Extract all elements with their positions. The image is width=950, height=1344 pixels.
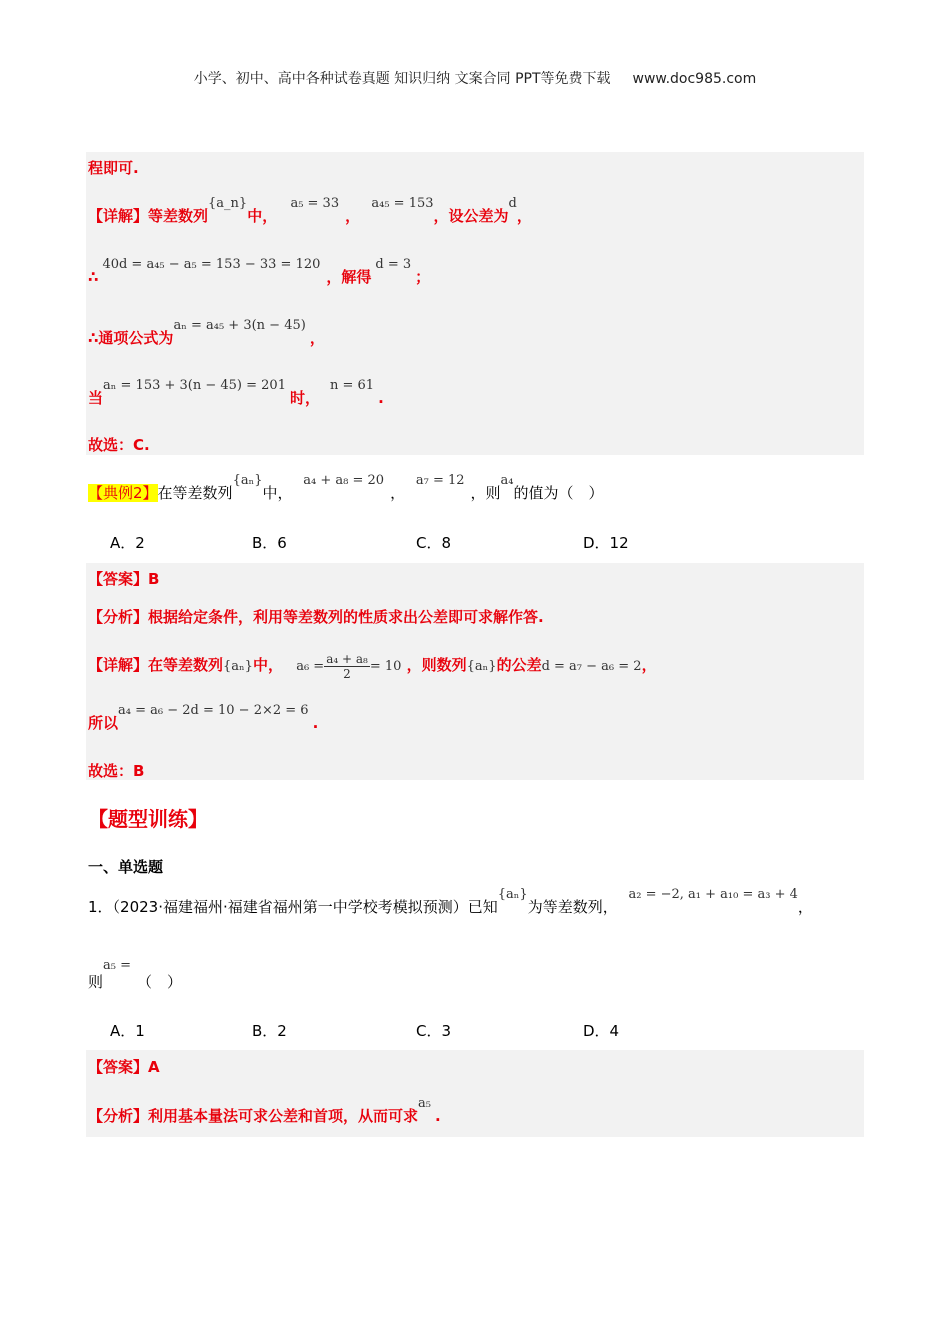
q1-answer: 【答案】A — [88, 1058, 160, 1076]
ex2-answer: 【答案】B — [88, 570, 160, 588]
ex2-option-a: A．2 — [110, 534, 145, 552]
ex2-choose: 故选：B — [88, 762, 145, 780]
ex1-calc-line: ∴40d = a₄₅ − a₅ = 153 − 33 = 120，解得d = 3； — [88, 257, 431, 286]
section-title: 【题型训练】 — [88, 807, 208, 831]
ex1-choose: 故选：C. — [88, 436, 150, 454]
q1-option-b: B．2 — [252, 1022, 287, 1040]
ex2-option-c: C．8 — [416, 534, 452, 552]
q1-option-d: D．4 — [583, 1022, 620, 1040]
q1-option-a: A．1 — [110, 1022, 145, 1040]
ex2-label: 【典例2】 — [88, 484, 158, 502]
header-site: www.doc985.com — [632, 71, 757, 87]
ex2-option-d: D．12 — [583, 534, 629, 552]
ex2-analysis: 【分析】根据给定条件，利用等差数列的性质求出公差即可求解作答. — [88, 608, 544, 626]
section-subtitle: 一、单选题 — [88, 858, 164, 876]
page-header — [0, 68, 950, 88]
ex1-line1: 程即可. — [88, 159, 139, 177]
solution-block-1 — [86, 152, 864, 455]
ex2-option-b: B．6 — [252, 534, 287, 552]
ex1-detail-line: 【详解】等差数列{a_n}中， a₅ = 33， a₄₅ = 153，设公差为d， — [88, 196, 532, 225]
q1-line2: 则a₅ =（ ） — [88, 958, 183, 991]
header-text: 小学、初中、高中各种试卷真题 知识归纳 文案合同 PPT等免费下载 — [193, 71, 611, 87]
ex2-question: 【典例2】在等差数列{aₙ}中， a₄ + a₈ = 20， a₇ = 12，则a₄的值为（ ） — [88, 473, 604, 502]
ex1-formula-line: ∴通项公式为aₙ = a₄₅ + 3(n − 45)， — [88, 318, 325, 347]
q1-option-c: C．3 — [416, 1022, 452, 1040]
ex2-so-line: 所以a₄ = a₆ − 2d = 10 − 2×2 = 6. — [88, 703, 319, 732]
q1-line1: 1．（2023·福建福州·福建省福州第一中学校考模拟预测）已知{aₙ}为等差数列， a₂ = −2, a₁ + a₁₀ = a₃ + 4， — [88, 887, 813, 916]
ex1-when-line: 当aₙ = 153 + 3(n − 45) = 201时，n = 61. — [88, 378, 384, 407]
ex2-detail-line: 【详解】在等差数列{aₙ}中， a₆ = $\frac{\text{a₄ + a₈}}{2}$ = 10 ，则数列{aₙ}的公差d = a₇ − a₆ = 2， — [88, 652, 657, 681]
q1-analysis: 【分析】利用基本量法可求公差和首项，从而可求a₅. — [88, 1096, 441, 1125]
